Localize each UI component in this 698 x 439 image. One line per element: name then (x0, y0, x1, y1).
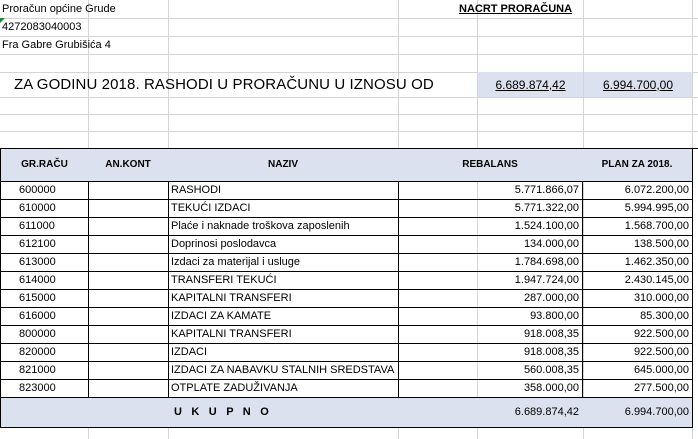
table-row (0, 290, 698, 308)
table-row (0, 308, 698, 326)
table-row (0, 218, 698, 236)
table-cell-rebalans[interactable]: 5.771.866,07 (398, 182, 583, 200)
table-cell-code[interactable]: 610000 (0, 200, 89, 218)
table-cell-an[interactable] (88, 344, 169, 362)
summary-plan-amount[interactable]: 6.994.700,00 (584, 72, 692, 97)
column-header[interactable]: GR.RAČU (0, 149, 89, 182)
table-cell-code[interactable]: 613000 (0, 254, 89, 272)
table-cell-naziv[interactable]: KAPITALNI TRANSFERI (168, 326, 399, 344)
table-cell-plan[interactable]: 1.462.350,00 (582, 254, 693, 272)
table-cell-plan[interactable]: 85.300,00 (582, 308, 693, 326)
table-cell-rebalans[interactable]: 918.008,35 (398, 344, 583, 362)
table-cell-rebalans[interactable]: 1.524.100,00 (398, 218, 583, 236)
table-cell-naziv[interactable]: RASHODI (168, 182, 399, 200)
column-header[interactable]: AN.KONT (88, 149, 169, 182)
summary-row (0, 72, 698, 97)
table-cell-plan[interactable]: 922.500,00 (582, 344, 693, 362)
table-cell-an[interactable] (88, 380, 169, 398)
table-cell-plan[interactable]: 277.500,00 (582, 380, 693, 398)
table-cell-plan[interactable]: 2.430.145,00 (582, 272, 693, 290)
table-cell-naziv[interactable]: KAPITALNI TRANSFERI (168, 290, 399, 308)
table-cell-rebalans[interactable]: 93.800,00 (398, 308, 583, 326)
table-cell-code[interactable]: 612100 (0, 236, 89, 254)
header-row-address (0, 36, 698, 54)
total-rebalans[interactable]: 6.689.874,42 (398, 398, 583, 428)
table-cell-naziv[interactable]: Izdaci za materijal i usluge (168, 254, 399, 272)
org-address[interactable]: Fra Gabre Grubišića 4 (2, 38, 111, 51)
org-id[interactable]: 4272083040003 (2, 20, 82, 33)
table-cell-plan[interactable]: 138.500,00 (582, 236, 693, 254)
table-cell-naziv[interactable]: IZDACI ZA NABAVKU STALNIH SREDSTAVA (168, 362, 399, 380)
table-cell-rebalans[interactable]: 287.000,00 (398, 290, 583, 308)
table-cell-code[interactable]: 600000 (0, 182, 89, 200)
total-label[interactable]: U K U P N O (168, 398, 399, 428)
table-cell-an[interactable] (88, 290, 169, 308)
table-total-empty[interactable] (88, 398, 169, 428)
table-total-empty[interactable] (0, 398, 89, 428)
org-name[interactable]: Proračun općine Grude (2, 2, 116, 15)
table-cell-naziv[interactable]: IZDACI (168, 344, 399, 362)
table-cell-rebalans[interactable]: 918.008,35 (398, 326, 583, 344)
table-row (0, 344, 698, 362)
column-header[interactable]: NAZIV (168, 149, 399, 182)
table-cell-code[interactable]: 615000 (0, 290, 89, 308)
table-cell-rebalans[interactable]: 134.000,00 (398, 236, 583, 254)
table-cell-an[interactable] (88, 218, 169, 236)
table-row (0, 182, 698, 200)
table-cell-an[interactable] (88, 236, 169, 254)
table-cell-naziv[interactable]: Doprinosi poslodavca (168, 236, 399, 254)
table-cell-an[interactable] (88, 326, 169, 344)
table-row (0, 380, 698, 398)
table-row (0, 236, 698, 254)
table-cell-an[interactable] (88, 254, 169, 272)
grid-line (0, 114, 698, 115)
table-cell-plan[interactable]: 5.994.995,00 (582, 200, 693, 218)
table-cell-naziv[interactable]: OTPLATE ZADUŽIVANJA (168, 380, 399, 398)
table-cell-code[interactable]: 611000 (0, 218, 89, 236)
table-row (0, 200, 698, 218)
table-cell-rebalans[interactable]: 560.008,35 (398, 362, 583, 380)
table-header-row (0, 148, 698, 182)
table-cell-plan[interactable]: 645.000,00 (582, 362, 693, 380)
table-cell-plan[interactable]: 310.000,00 (582, 290, 693, 308)
table-cell-plan[interactable]: 1.568.700,00 (582, 218, 693, 236)
table-cell-rebalans[interactable]: 1.947.724,00 (398, 272, 583, 290)
column-header[interactable]: REBALANS (398, 149, 583, 182)
table-cell-an[interactable] (88, 182, 169, 200)
table-cell-naziv[interactable]: TRANSFERI TEKUĆI (168, 272, 399, 290)
table-cell-plan[interactable]: 922.500,00 (582, 326, 693, 344)
table-cell-an[interactable] (88, 272, 169, 290)
table-cell-naziv[interactable]: Plaće i naknade troškova zaposlenih (168, 218, 399, 236)
table-cell-code[interactable]: 820000 (0, 344, 89, 362)
table-row (0, 326, 698, 344)
header-row-id (0, 18, 698, 36)
grid-line (0, 54, 698, 55)
table-cell-code[interactable]: 821000 (0, 362, 89, 380)
header-row-org (0, 0, 698, 18)
table-row (0, 362, 698, 380)
grid-line (0, 97, 698, 98)
table-cell-rebalans[interactable]: 358.000,00 (398, 380, 583, 398)
table-cell-an[interactable] (88, 308, 169, 326)
table-cell-naziv[interactable]: TEKUĆI IZDACI (168, 200, 399, 218)
table-cell-naziv[interactable]: IZDACI ZA KAMATE (168, 308, 399, 326)
table-row (0, 272, 698, 290)
table-cell-an[interactable] (88, 200, 169, 218)
draft-title[interactable]: NACRT PRORAČUNA (459, 2, 573, 15)
column-header[interactable]: PLAN ZA 2018. (582, 149, 693, 182)
summary-text[interactable]: ZA GODINU 2018. RASHODI U PRORAČUNU U IZNOSU OD (14, 76, 434, 93)
table-cell-rebalans[interactable]: 5.771.322,00 (398, 200, 583, 218)
table-cell-rebalans[interactable]: 1.784.698,00 (398, 254, 583, 272)
summary-rebalans-amount[interactable]: 6.689.874,42 (478, 72, 583, 97)
table-cell-code[interactable]: 823000 (0, 380, 89, 398)
table-cell-plan[interactable]: 6.072.200,00 (582, 182, 693, 200)
table-cell-code[interactable]: 614000 (0, 272, 89, 290)
table-row (0, 254, 698, 272)
table-cell-code[interactable]: 800000 (0, 326, 89, 344)
total-plan[interactable]: 6.994.700,00 (582, 398, 693, 428)
table-cell-code[interactable]: 616000 (0, 308, 89, 326)
table-cell-an[interactable] (88, 362, 169, 380)
grid-line (0, 131, 698, 132)
table-total-row (0, 398, 698, 428)
